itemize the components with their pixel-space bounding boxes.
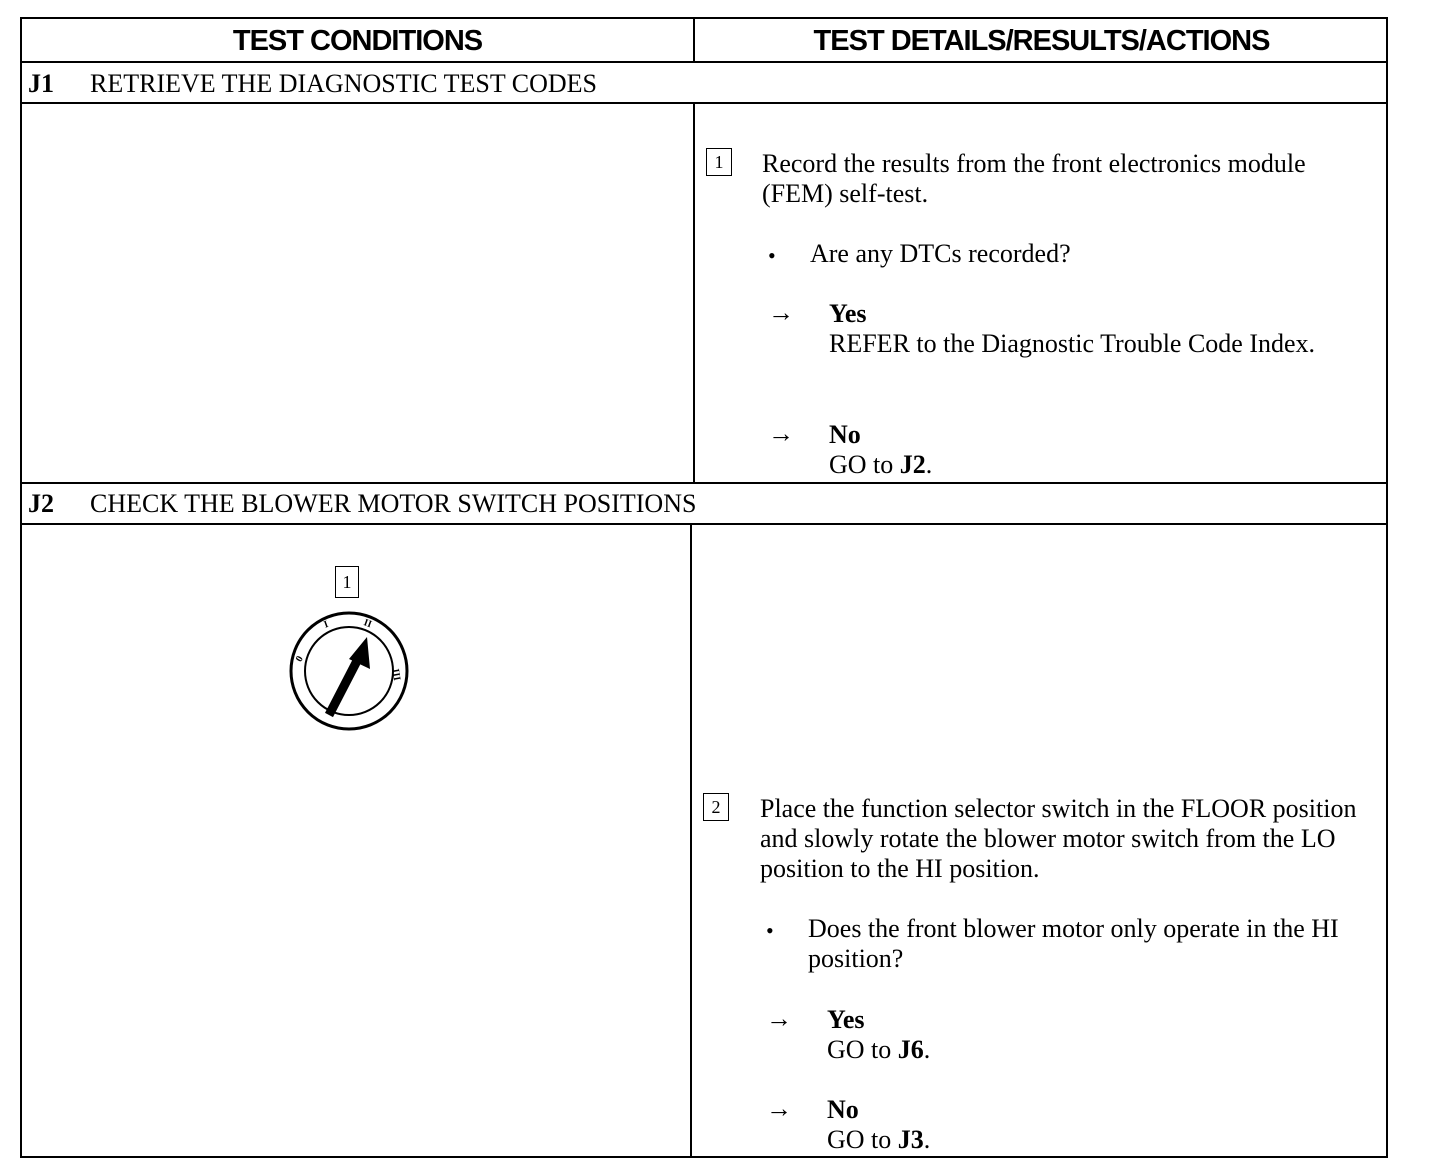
answer-yes-action-suffix: .: [923, 1035, 931, 1064]
answer-no-action-target: J2: [899, 450, 926, 479]
step-number-box: 1: [706, 148, 732, 176]
arrow-right-icon: →: [766, 1004, 792, 1033]
dial-label-1: I: [322, 618, 330, 631]
section-title: CHECK THE BLOWER MOTOR SWITCH POSITIONS: [90, 489, 697, 518]
section-header-j1: [28, 69, 597, 99]
answer-no: [827, 1095, 1347, 1155]
answer-yes-action: REFER to the Diagnostic Trouble Code Index.: [829, 329, 1316, 358]
answer-yes-action-target: J6: [897, 1035, 924, 1064]
answer-yes-label: Yes: [829, 299, 867, 328]
section-title: RETRIEVE THE DIAGNOSTIC TEST CODES: [90, 69, 597, 98]
answer-no-action-prefix: GO to: [829, 450, 900, 479]
header-rule: [22, 61, 1386, 63]
answer-yes-action-prefix: GO to: [827, 1035, 898, 1064]
bullet-icon: •: [766, 918, 774, 943]
section-code: J1: [28, 69, 54, 98]
figure-step-number-box: 1: [335, 566, 359, 598]
arrow-right-icon: →: [768, 419, 794, 448]
dial-label-2: II: [362, 617, 374, 631]
answer-no-label: No: [829, 420, 861, 449]
step-question: Are any DTCs recorded?: [810, 239, 1071, 268]
bullet-icon: •: [768, 243, 776, 268]
answer-no-action-suffix: .: [923, 1125, 931, 1154]
step-number-box: 2: [703, 793, 729, 821]
section-header-j2: [28, 489, 696, 519]
answer-yes-label: Yes: [827, 1005, 865, 1034]
step-question: Does the front blower motor only operate in the HI position?: [808, 914, 1339, 973]
answer-no-action-prefix: GO to: [827, 1125, 898, 1154]
arrow-right-icon: →: [766, 1094, 792, 1123]
answer-yes: [827, 1005, 1347, 1065]
answer-yes: [829, 299, 1349, 359]
diagnostic-table: [20, 17, 1388, 1158]
step-instruction: Place the function selector switch in the FLOOR position and slowly rotate the blower motor switch from the LO position to the HI position.: [760, 794, 1357, 883]
answer-no-label: No: [827, 1095, 859, 1124]
j1-title-rule: [22, 102, 1386, 104]
column-divider-j1: [693, 103, 695, 484]
dial-label-0: 0: [293, 654, 306, 664]
answer-no-action-suffix: .: [925, 450, 933, 479]
j1-bottom-rule: [22, 482, 1386, 484]
dial-label-3: III: [389, 668, 403, 682]
column-divider-j2: [690, 524, 692, 1158]
arrow-right-icon: →: [768, 298, 794, 327]
section-code: J2: [28, 489, 54, 518]
j2-title-rule: [22, 523, 1386, 525]
header-test-conditions: TEST CONDITIONS: [232, 25, 483, 57]
answer-no: [829, 420, 1349, 480]
blower-switch-dial-icon: [287, 609, 411, 733]
step-instruction: Record the results from the front electronics module (FEM) self-test.: [762, 149, 1306, 208]
answer-no-action-target: J3: [897, 1125, 924, 1154]
header-test-details: TEST DETAILS/RESULTS/ACTIONS: [813, 25, 1270, 57]
